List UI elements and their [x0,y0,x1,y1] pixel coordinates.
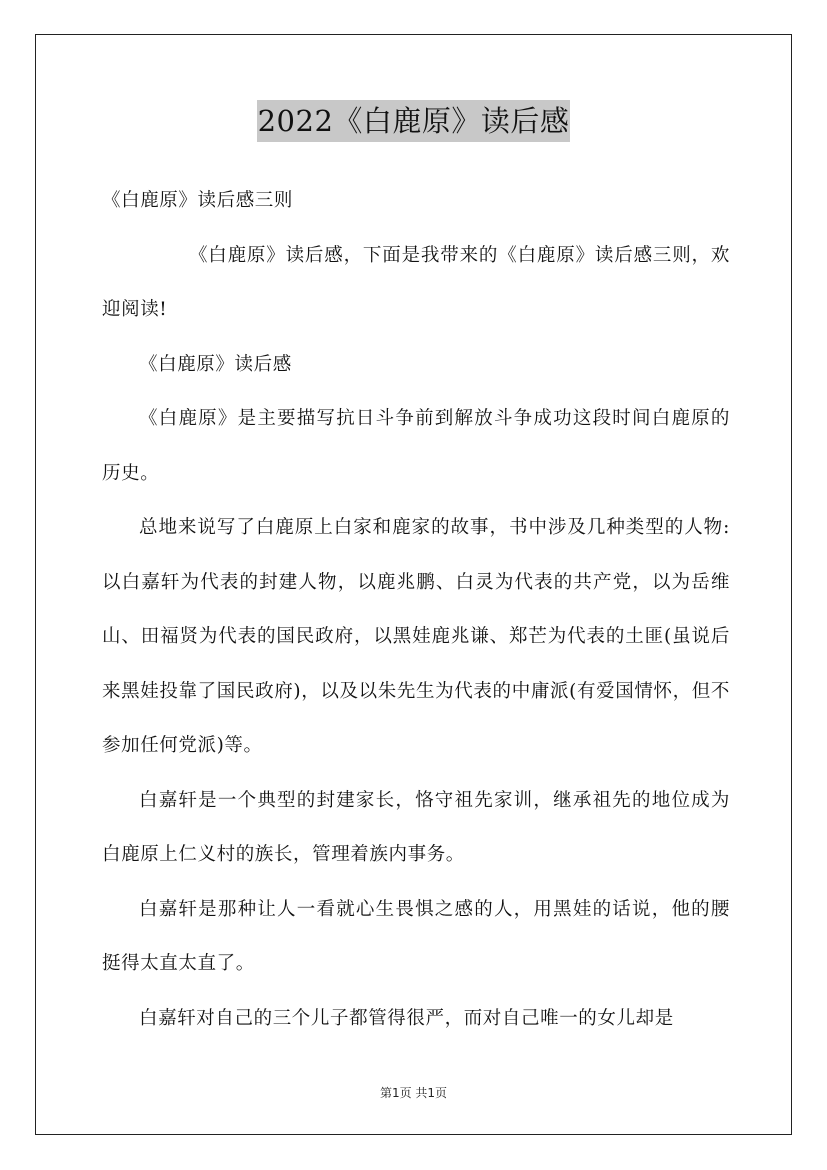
paragraph-subtitle: 《白鹿原》读后感三则 [102,190,294,211]
paragraph-body: 白嘉轩是一个典型的封建家长，恪守祖先家训，继承祖先的地位成为白鹿原上仁义村的族长，管理着族内事务。 [102,789,730,865]
paragraph-intro: 《白鹿原》读后感，下面是我带来的《白鹿原》读后感三则，欢迎阅读! [102,244,730,320]
paragraph-body: 白嘉轩对自己的三个儿子都管得很严，而对自己唯一的女儿却是 [139,1007,674,1029]
paragraph-heading: 《白鹿原》读后感 [139,353,292,375]
document-title [0,100,827,142]
paragraph-body: 《白鹿原》是主要描写抗日斗争前到解放斗争成功这段时间白鹿原的历史。 [102,408,730,484]
document-body [102,174,730,1046]
page-footer [0,1084,827,1101]
paragraph-body: 白嘉轩是那种让人一看就心生畏惧之感的人，用黑娃的话说，他的腰挺得太直太直了。 [102,898,730,974]
paragraph-body: 总地来说写了白鹿原上白家和鹿家的故事，书中涉及几种类型的人物:以白嘉轩为代表的封建人物，以鹿兆鹏、白灵为代表的共产党，以为岳维山、田福贤为代表的国民政府，以黑娃鹿兆谦、郑芒为代表的土匪(虽说后来黑娃投靠了国民政府)，以及以朱先生为代表的中庸派(有爱国情怀，但不参加任何党派)等。 [102,517,730,756]
title-text: 2022《白鹿原》读后感 [257,100,571,142]
page-number: 第1页 共1页 [379,1086,448,1100]
